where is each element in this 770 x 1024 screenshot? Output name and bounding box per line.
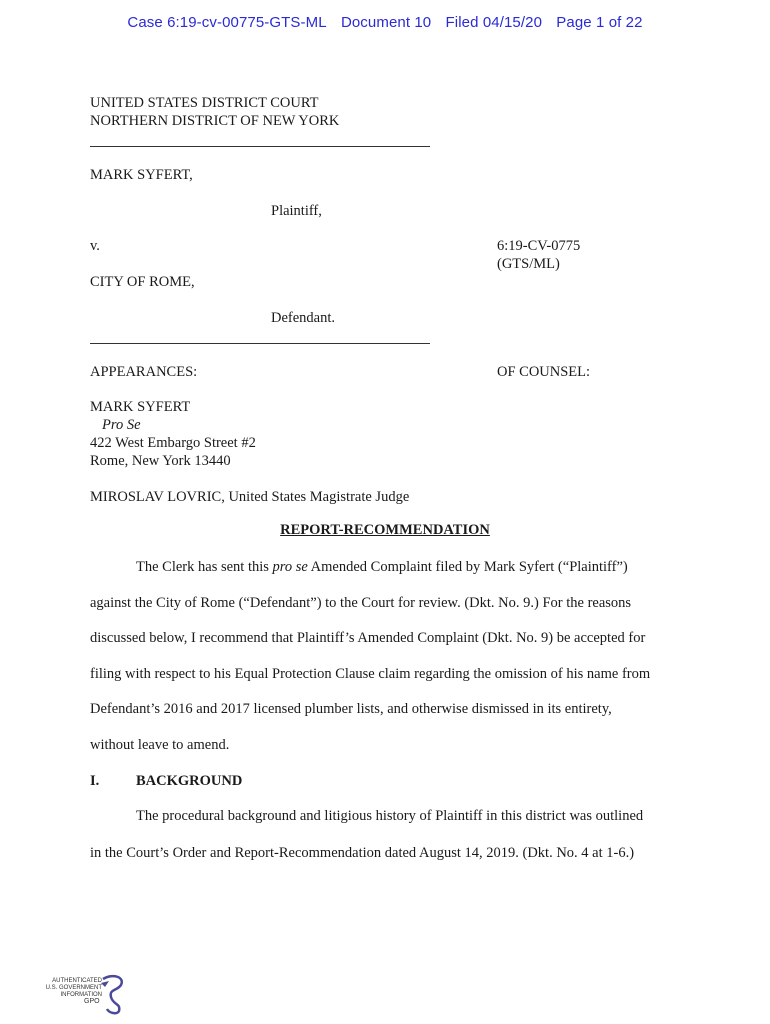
paragraph-line: without leave to amend. <box>90 737 230 753</box>
party-name: MARK SYFERT <box>90 399 191 415</box>
filed-date: Filed 04/15/20 <box>445 14 543 31</box>
section-number: I. <box>90 773 100 789</box>
plaintiff-name: MARK SYFERT, <box>90 167 193 183</box>
appearances-label: APPEARANCES: <box>90 364 198 380</box>
paragraph-line: in the Court’s Order and Report-Recommendation dated August 14, 2019. (Dkt. No. 4 at 1-6.) <box>90 845 635 861</box>
page-number: Page 1 of 22 <box>556 14 643 31</box>
eagle-icon <box>99 973 129 1015</box>
defendant-role: Defendant. <box>271 310 336 326</box>
court-district: NORTHERN DISTRICT OF NEW YORK <box>90 113 340 129</box>
paragraph-line: filing with respect to his Equal Protection Clause claim regarding the omission of his name from <box>90 666 651 682</box>
logo-text: AUTHENTICATED U.S. GOVERNMENT INFORMATION <box>45 978 102 998</box>
paragraph-line: The procedural background and litigious history of Plaintiff in this district was outlined <box>136 808 644 824</box>
court-name: UNITED STATES DISTRICT COURT <box>90 95 319 111</box>
case-number: Case 6:19-cv-00775-GTS-ML <box>127 14 327 31</box>
paragraph-line: The Clerk has sent this pro se Amended Complaint filed by Mark Syfert (“Plaintiff”) <box>136 559 628 575</box>
versus: v. <box>90 238 100 254</box>
case-number-line2: (GTS/ML) <box>497 256 560 272</box>
ecf-header <box>0 14 770 31</box>
plaintiff-role: Plaintiff, <box>271 203 322 219</box>
party-status: Pro Se <box>102 417 141 433</box>
defendant-name: CITY OF ROME, <box>90 274 195 290</box>
of-counsel-label: OF COUNSEL: <box>497 364 591 380</box>
section-heading: BACKGROUND <box>136 773 243 789</box>
caption-rule-bottom <box>90 343 430 344</box>
document-number: Document 10 <box>340 14 432 31</box>
paragraph-line: discussed below, I recommend that Plaintiff’s Amended Complaint (Dkt. No. 9) be accepted for <box>90 630 646 646</box>
paragraph-line: Defendant’s 2016 and 2017 licensed plumber lists, and otherwise dismissed in its entirety, <box>90 701 612 717</box>
case-number-line1: 6:19-CV-0775 <box>497 238 581 254</box>
address-line2: Rome, New York 13440 <box>90 453 231 469</box>
document-title: REPORT-RECOMMENDATION <box>280 522 490 538</box>
judge-line: MIROSLAV LOVRIC, United States Magistrate Judge <box>90 489 410 505</box>
gpo-label: GPO <box>84 998 100 1005</box>
address-line1: 422 West Embargo Street #2 <box>90 435 256 451</box>
gpo-authentication-logo <box>44 973 134 1018</box>
caption-rule-top <box>90 146 430 147</box>
paragraph-line: against the City of Rome (“Defendant”) to the Court for review. (Dkt. No. 9.) For the reasons <box>90 595 632 611</box>
